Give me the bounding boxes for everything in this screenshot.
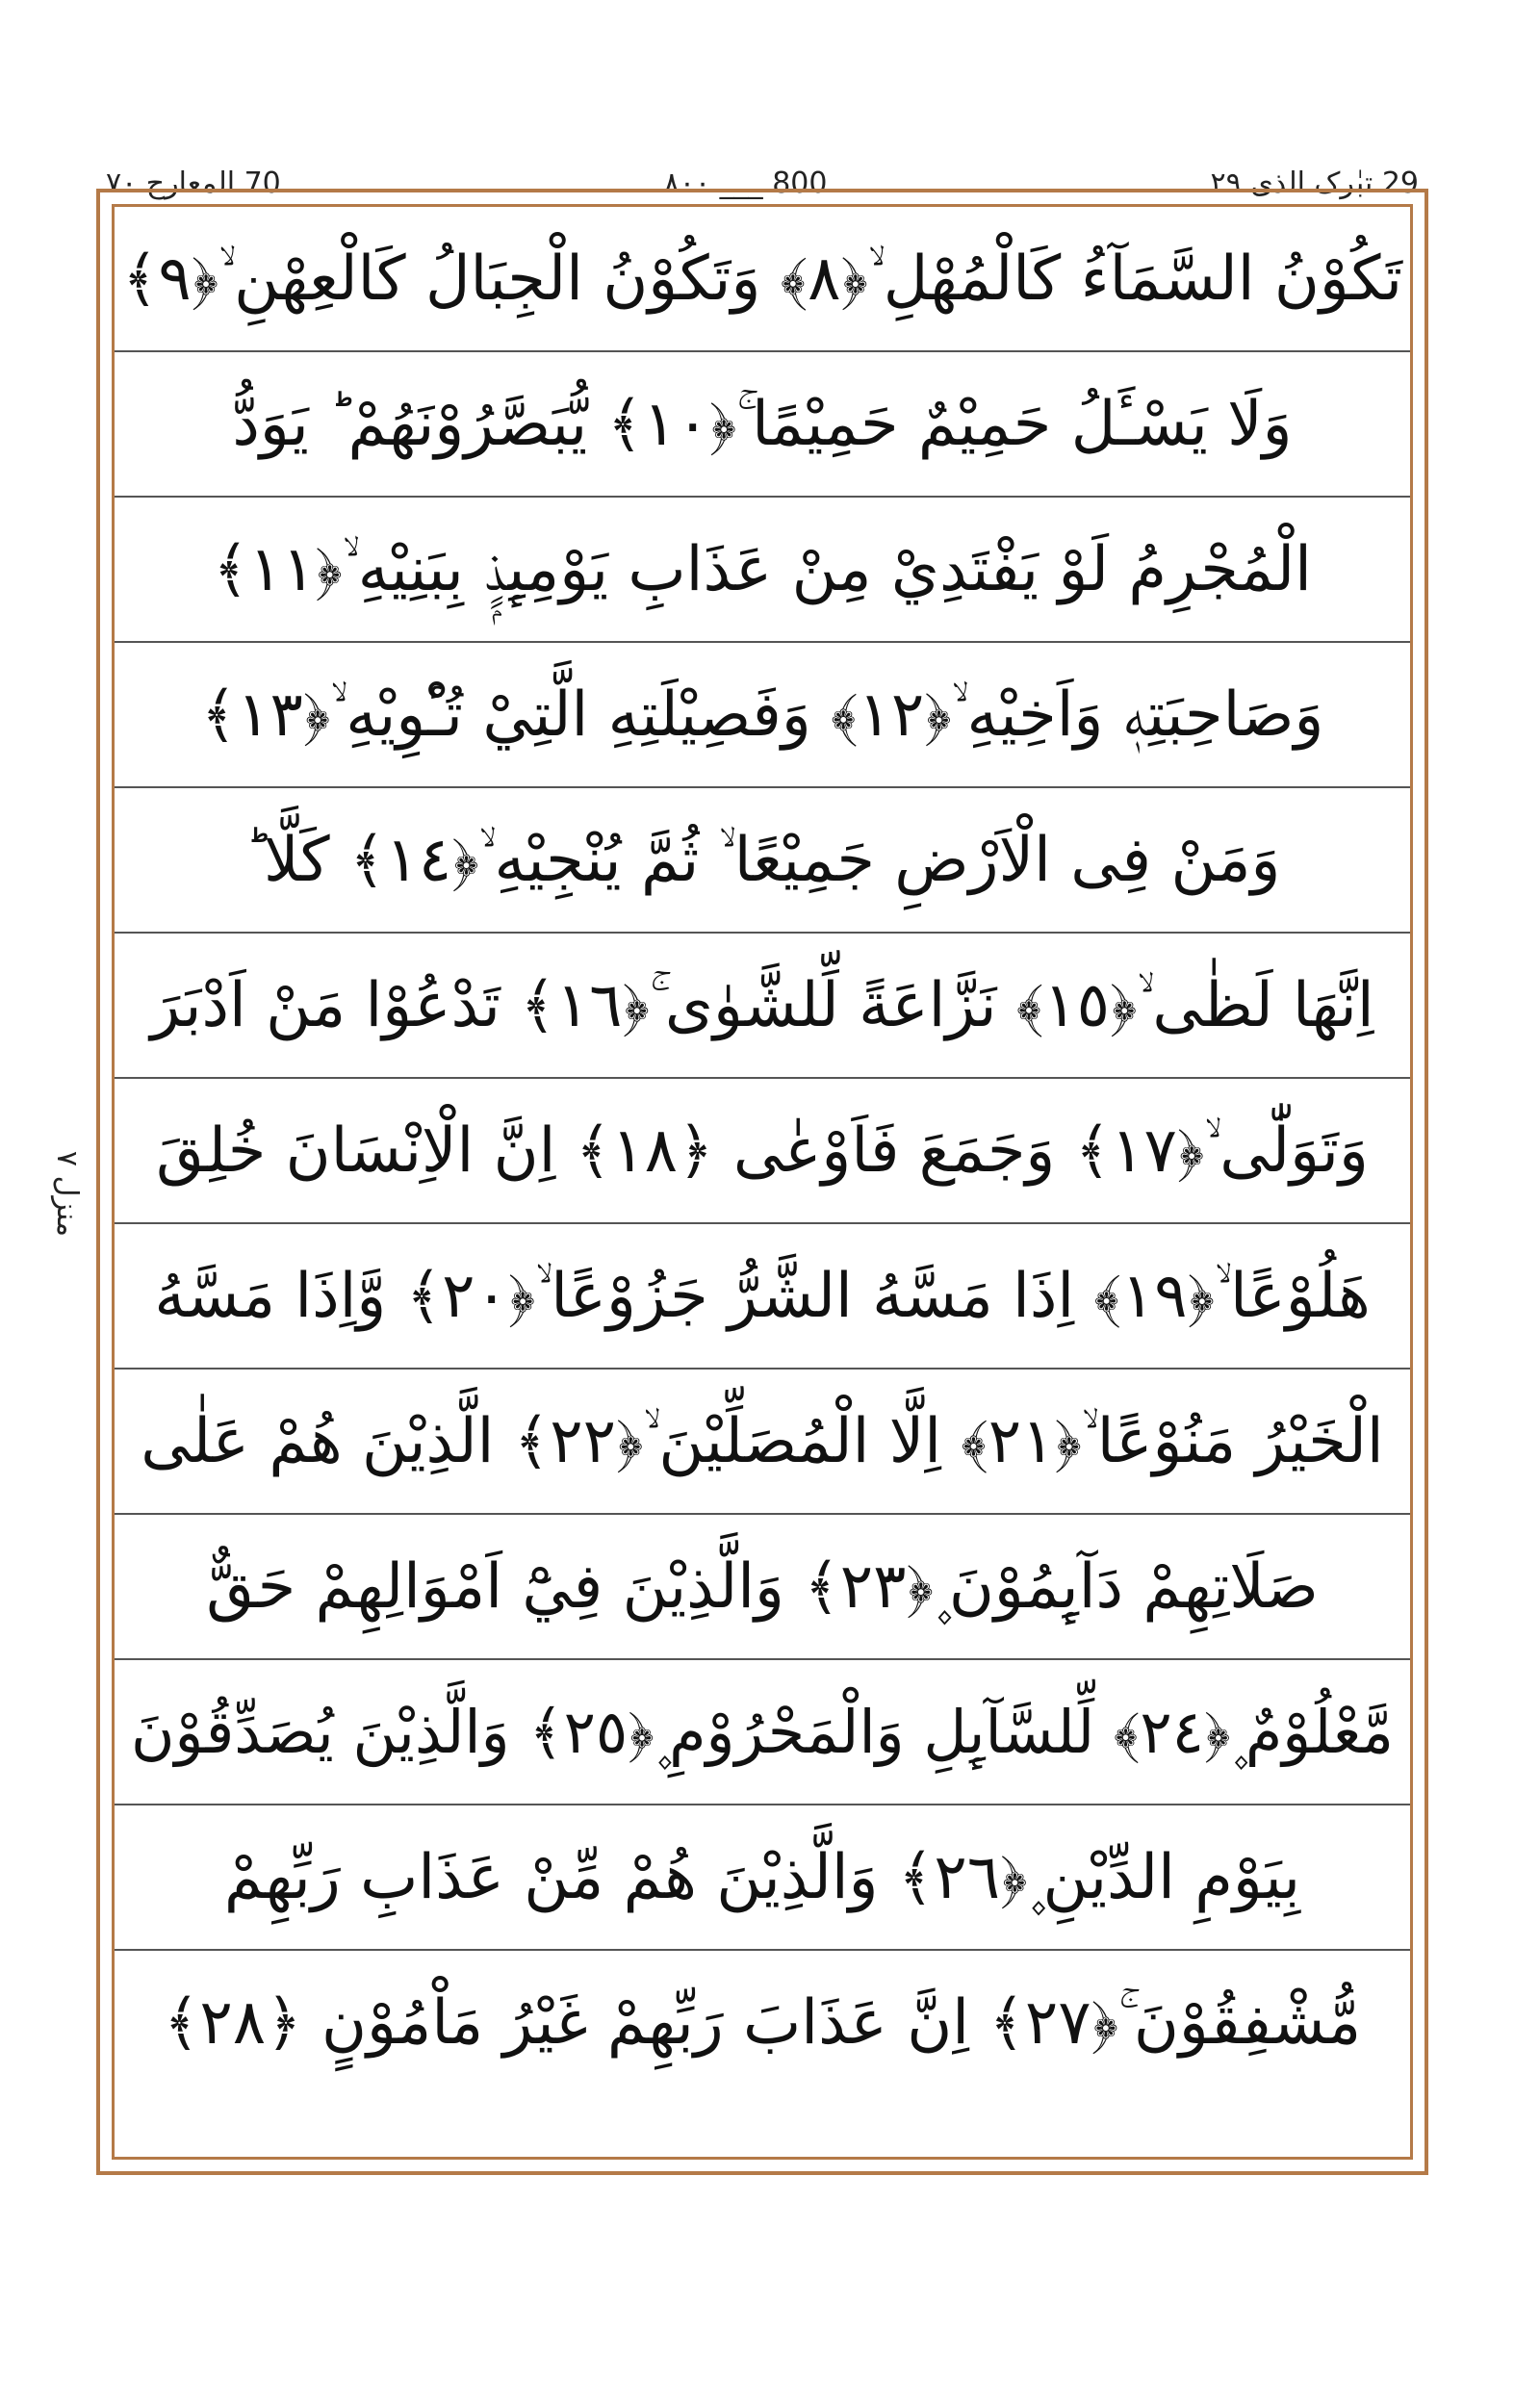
text-line-10: صَلَاتِهِمْ دَآىِٕمُوْنَ ۪﴿٢٣﴾ وَالَّذِيْنَ فِيْٓ اَمْوَالِهِمْ حَقٌّ	[206, 1551, 1319, 1623]
text-line-1: تَكُوْنُ السَّمَآءُ كَالْمُهْلِ ۙ﴿٨﴾ وَتَكُوْنُ الْجِبَالُ كَالْعِهْنِ ۙ﴿٩﴾	[121, 243, 1403, 315]
text-line-7: وَتَوَلّٰى ۙ﴿١٧﴾ وَجَمَعَ فَاَوْعٰى ﴿١٨﴾ اِنَّ الْاِنْسَانَ خُلِقَ	[156, 1115, 1369, 1187]
text-lines	[115, 207, 1410, 2157]
text-line-4: وَصَاحِبَتِهٖ وَاَخِيْهِ ۙ﴿١٢﴾ وَفَصِيْلَتِهِ الَّتِيْ تُـْٔوِيْهِ ۙ﴿١٣﴾	[200, 679, 1324, 751]
text-line-3: الْمُجْرِمُ لَوْ يَفْتَدِيْ مِنْ عَذَابِ يَوْمِىِٕذٍۭ بِبَنِيْهِ ۙ﴿١١﴾	[213, 534, 1312, 605]
text-line-12: بِيَوْمِ الدِّيْنِ ۪﴿٢٦﴾ وَالَّذِيْنَ هُمْ مِّنْ عَذَابِ رَبِّهِمْ	[223, 1842, 1301, 1913]
text-line-13: مُّشْفِقُوْنَ ۚ﴿٢٧﴾ اِنَّ عَذَابَ رَبِّهِمْ غَيْرُ مَاْمُوْنٍ ﴿٢٨﴾	[163, 1987, 1362, 2059]
header-right-text: 29 تبٰرک الذی ٢٩	[1210, 166, 1420, 200]
text-line-6: اِنَّهَا لَظٰى ۙ﴿١٥﴾ نَزَّاعَةً لِّلشَّوٰى ۚ﴿١٦﴾ تَدْعُوْا مَنْ اَدْبَرَ	[150, 970, 1374, 1041]
header-page-number: 800 ___ ٨٠٠	[663, 166, 828, 200]
side-label	[38, 1136, 96, 1251]
text-line-2: وَلَا يَسْـَٔلُ حَمِيْمٌ حَمِيْمًا ۚ﴿١٠﴾ يُّبَصَّرُوْنَهُمْ ؕ يَوَدُّ	[232, 389, 1293, 460]
text-line-8: هَلُوْعًا ۙ﴿١٩﴾ اِذَا مَسَّهُ الشَّرُّ جَزُوْعًا ۙ﴿٢٠﴾ وَّاِذَا مَسَّهُ	[154, 1261, 1371, 1332]
text-line-9: الْخَيْرُ مَنُوْعًا ۙ﴿٢١﴾ اِلَّا الْمُصَلِّيْنَ ۙ﴿٢٢﴾ الَّذِيْنَ هُمْ عَلٰى	[141, 1406, 1384, 1477]
text-line-5: وَمَنْ فِى الْاَرْضِ جَمِيْعًا ۙ ثُمَّ يُنْجِيْهِ ۙ﴿١٤﴾ كَلَّا ؕ	[244, 825, 1281, 896]
header-left-text: 70 المعارج ٧٠	[106, 166, 281, 200]
manzil-label: منزل ٧	[50, 1150, 85, 1237]
text-line-11: مَّعْلُوْمٌ ۪﴿٢٤﴾ لِّلسَّآىِٕلِ وَالْمَحْرُوْمِ ۪﴿٢٥﴾ وَالَّذِيْنَ يُصَدِّقُوْنَ	[131, 1696, 1394, 1767]
